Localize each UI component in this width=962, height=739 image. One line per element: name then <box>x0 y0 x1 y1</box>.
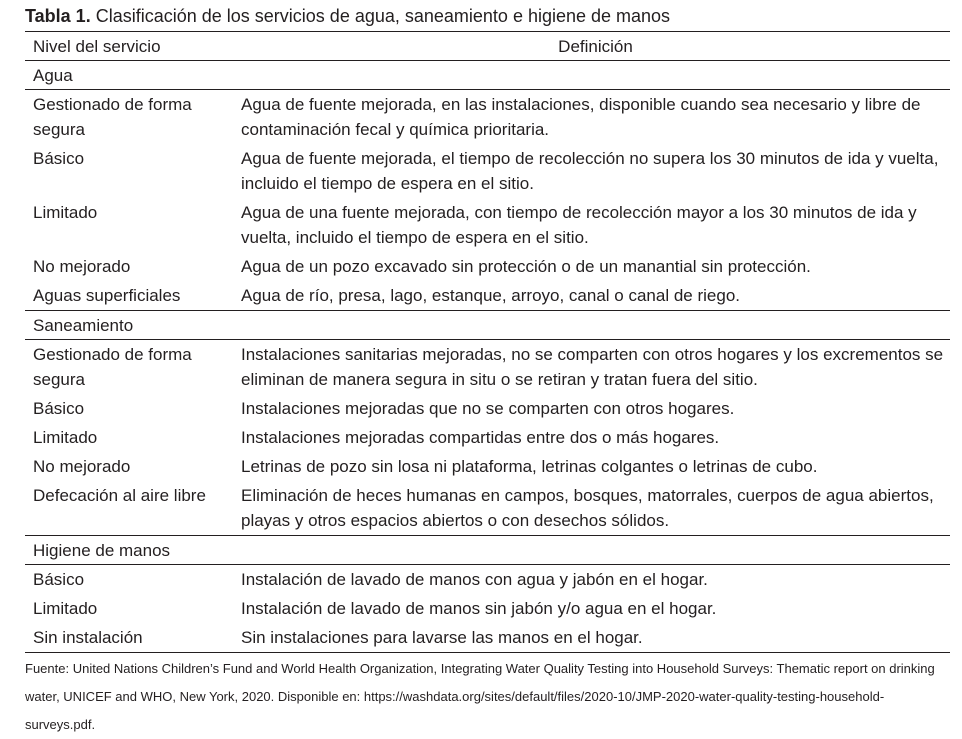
definition-cell: Agua de fuente mejorada, el tiempo de recolección no supera los 30 minutos de ida y vuelta, incluido el tiempo de espera en el sitio. <box>241 149 939 193</box>
service-level-cell: Básico <box>33 149 85 168</box>
service-level-cell: Básico <box>33 399 85 418</box>
header-definition: Definición <box>241 32 950 61</box>
table-caption-label: Tabla 1. <box>25 6 91 26</box>
section-higiene-de-manos <box>25 536 950 653</box>
table-row <box>25 252 950 281</box>
definition-cell: Agua de una fuente mejorada, con tiempo de recolección mayor a los 30 minutos de ida y vuelta, incluido el tiempo de espera en el sitio. <box>241 203 917 247</box>
definition-cell: Agua de fuente mejorada, en las instalaciones, disponible cuando sea necesario y libre de contaminación fecal y química prioritaria. <box>241 95 921 139</box>
section-title: Agua <box>25 61 950 90</box>
definition-cell: Instalación de lavado de manos sin jabón y/o agua en el hogar. <box>241 599 717 618</box>
service-level-cell: Básico <box>33 570 85 589</box>
table-row <box>25 452 950 481</box>
definition-cell: Instalaciones mejoradas que no se comparten con otros hogares. <box>241 399 735 418</box>
service-level-cell: No mejorado <box>33 257 131 276</box>
service-level-cell: Aguas superficiales <box>33 286 181 305</box>
service-level-cell: Limitado <box>33 203 98 222</box>
service-classification-table <box>25 31 950 653</box>
definition-cell: Instalaciones sanitarias mejoradas, no se comparten con otros hogares y los excrementos se eliminan de manera segura in situ o se retiran y tratan fuera del sitio. <box>241 345 944 389</box>
table-row <box>25 423 950 452</box>
table-caption <box>25 5 670 27</box>
definition-cell: Sin instalaciones para lavarse las manos en el hogar. <box>241 623 950 653</box>
definition-cell: Instalaciones mejoradas compartidas entre dos o más hogares. <box>241 428 720 447</box>
table-row <box>25 198 950 252</box>
table-row <box>25 594 950 623</box>
service-level-cell: No mejorado <box>33 457 131 476</box>
service-level-cell: Gestionado de forma segura <box>33 345 192 389</box>
definition-cell: Agua de un pozo excavado sin protección o de un manantial sin protección. <box>241 257 811 276</box>
service-level-cell: Limitado <box>33 599 98 618</box>
section-agua <box>25 61 950 311</box>
header-service-level: Nivel del servicio <box>25 32 241 61</box>
table-row <box>25 281 950 311</box>
service-level-cell: Sin instalación <box>25 623 241 653</box>
definition-cell: Eliminación de heces humanas en campos, bosques, matorrales, cuerpos de agua abiertos, playas y otros espacios abiertos o con desechos sólidos. <box>241 486 934 530</box>
table-header-row <box>25 32 950 61</box>
table-caption-text: Clasificación de los servicios de agua, saneamiento e higiene de manos <box>95 6 671 26</box>
section-title: Higiene de manos <box>25 536 950 565</box>
definition-cell: Instalación de lavado de manos con agua y jabón en el hogar. <box>241 570 708 589</box>
table-row <box>25 481 950 536</box>
table-row <box>25 623 950 653</box>
definition-cell: Agua de río, presa, lago, estanque, arroyo, canal o canal de riego. <box>241 286 740 305</box>
table-row <box>25 394 950 423</box>
source-note: Fuente: United Nations Children’s Fund and World Health Organization, Integrating Water Quality Testing into Household Surveys: Thematic report on drinking water, UNICEF and WHO, New York, 2020. Disponible en: https://washdata.org/sites/default/files/2020-10/JMP-2020-water-quality-testing-household-surveys.pdf. <box>25 661 935 732</box>
definition-cell: Letrinas de pozo sin losa ni plataforma, letrinas colgantes o letrinas de cubo. <box>241 457 818 476</box>
table-row <box>25 90 950 145</box>
service-level-cell: Defecación al aire libre <box>33 486 206 505</box>
section-saneamiento <box>25 311 950 536</box>
service-level-cell: Limitado <box>33 428 98 447</box>
table-row <box>25 340 950 395</box>
service-level-cell: Gestionado de forma segura <box>33 95 192 139</box>
table-row <box>25 144 950 198</box>
section-title: Saneamiento <box>25 311 950 340</box>
table-row <box>25 565 950 595</box>
